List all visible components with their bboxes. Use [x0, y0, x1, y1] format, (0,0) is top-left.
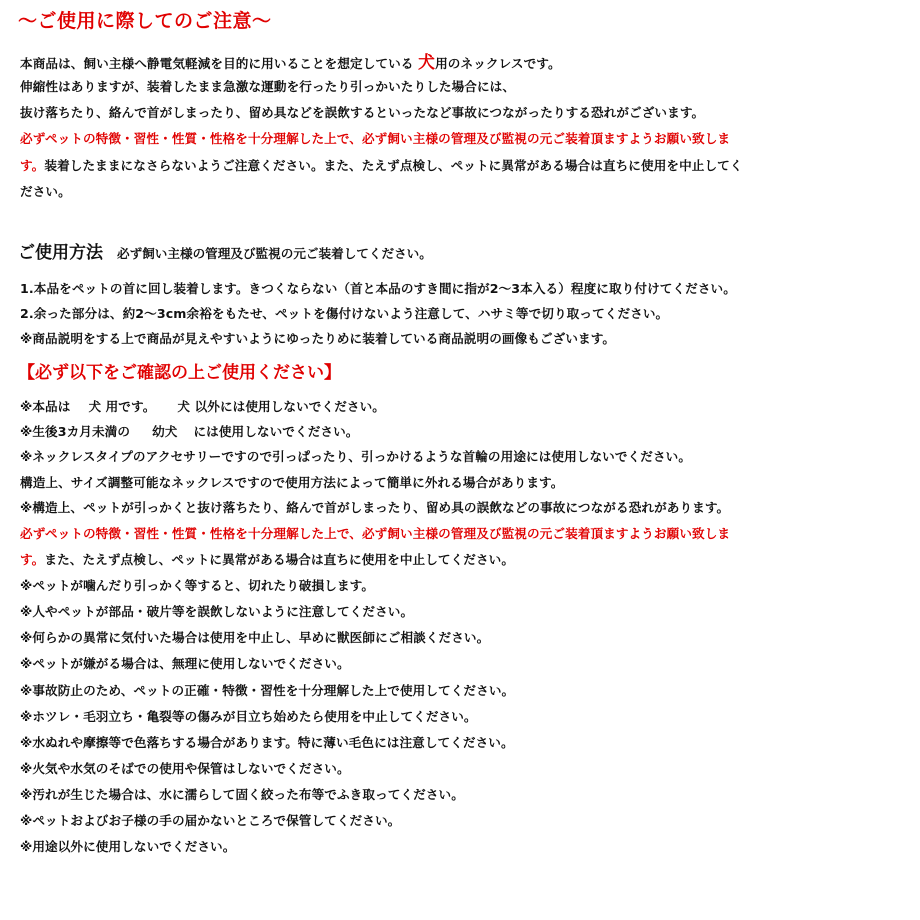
usage-heading-row: [18, 238, 432, 263]
usage-note: 必ず飼い主様の管理及び監視の元ご装着してください。: [117, 246, 432, 261]
dog-highlight: 犬: [418, 53, 436, 73]
note-2-b: 幼犬: [152, 424, 178, 439]
note-12: ※事故防止のため、ペットの正確・特徴・習性を十分理解した上で使用してください。: [20, 683, 515, 698]
usage-heading: ご使用方法: [18, 243, 103, 263]
intro-line-5-text: 装着したままになさらないようご注意ください。また、たえず点検し、ペットに異常がある場合は直ちに使用を中止してく: [44, 158, 743, 173]
page-title: 〜ご使用に際してのご注意〜: [18, 10, 272, 32]
note-7: [20, 549, 514, 568]
usage-step-2: 2.余った部分は、約2〜3cm余裕をもたせ、ペットを傷付けないよう注意して、ハサミ等で切り取ってください。: [20, 306, 669, 321]
confirm-heading: 【必ず以下をご確認の上ご使用ください】: [18, 363, 341, 383]
note-9: ※人やペットが部品・破片等を誤飲しないように注意してください。: [20, 604, 414, 619]
intro-warning-end: す。: [20, 158, 45, 173]
note-1: [20, 396, 385, 415]
note-2-c: には使用しないでください。: [193, 424, 359, 439]
usage-step-1: 1.本品をペットの首に回し装着します。きつくならない（首と本品のすき間に指が2〜3本入る）程度に取り付けてください。: [20, 281, 736, 296]
note-17: ※ペットおよびお子様の手の届かないところで保管してください。: [20, 813, 401, 828]
note-10: ※何らかの異常に気付いた場合は使用を中止し、早めに獣医師にご相談ください。: [20, 630, 490, 645]
usage-step-3: ※商品説明をする上で商品が見えやすいようにゆったりめに装着している商品説明の画像もございます。: [20, 331, 616, 346]
intro-line-1: [20, 48, 561, 73]
intro-warning-line: 必ずペットの特徴・習性・性質・性格を十分理解した上で、必ず飼い主様の管理及び監視の元ご装着頂ますようお願い致しま: [20, 131, 731, 146]
note-11: ※ペットが嫌がる場合は、無理に使用しないでください。: [20, 656, 350, 671]
note-13: ※ホツレ・毛羽立ち・亀裂等の傷みが目立ち始めたら使用を中止してください。: [20, 709, 477, 724]
note-2-a: ※生後3カ月未満の: [20, 424, 131, 439]
note-1-a: ※本品は: [20, 399, 71, 414]
intro-line-3: 抜け落ちたり、絡んで首がしまったり、留め具などを誤飲するといったなど事故につながったりする恐れがございます。: [20, 105, 705, 120]
note-1-b: 犬 用です。: [88, 399, 156, 414]
note-18: ※用途以外に使用しないでください。: [20, 839, 236, 854]
note-warning-end: す。: [20, 552, 45, 567]
note-15: ※火気や水気のそばでの使用や保管はしないでください。: [20, 761, 350, 776]
intro-line-1-text: 本商品は、飼い主様へ静電気軽減を目的に用いることを想定している: [20, 56, 418, 71]
note-14: ※水ぬれや摩擦等で色落ちする場合があります。特に薄い毛色には注意してください。: [20, 735, 514, 750]
note-3: ※ネックレスタイプのアクセサリーですので引っぱったり、引っかけるような首輪の用途には使用しないでください。: [20, 449, 692, 464]
note-warning: 必ずペットの特徴・習性・性質・性格を十分理解した上で、必ず飼い主様の管理及び監視の元ご装着頂ますようお願い致しま: [20, 526, 731, 541]
intro-line-6: ださい。: [20, 184, 71, 199]
intro-line-1-suffix: 用のネックレスです。: [435, 56, 561, 71]
note-8: ※ペットが噛んだり引っかく等すると、切れたり破損します。: [20, 578, 375, 593]
note-16: ※汚れが生じた場合は、水に濡らして固く絞った布等でふき取ってください。: [20, 787, 464, 802]
note-4: 構造上、サイズ調整可能なネックレスですので使用方法によって簡単に外れる場合があります。: [20, 475, 564, 490]
intro-line-2: 伸縮性はありますが、装着したまま急激な運動を行ったり引っかいたりした場合には、: [20, 79, 516, 94]
note-7-text: また、たえず点検し、ペットに異常がある場合は直ちに使用を中止してください。: [44, 552, 515, 567]
intro-line-5: [20, 155, 743, 174]
note-1-c: 犬 以外には使用しないでください。: [177, 399, 385, 414]
note-2: [20, 421, 358, 440]
note-5: ※構造上、ペットが引っかくと抜け落ちたり、絡んで首がしまったり、留め具の誤飲などの事故につながる恐れがあります。: [20, 500, 730, 515]
